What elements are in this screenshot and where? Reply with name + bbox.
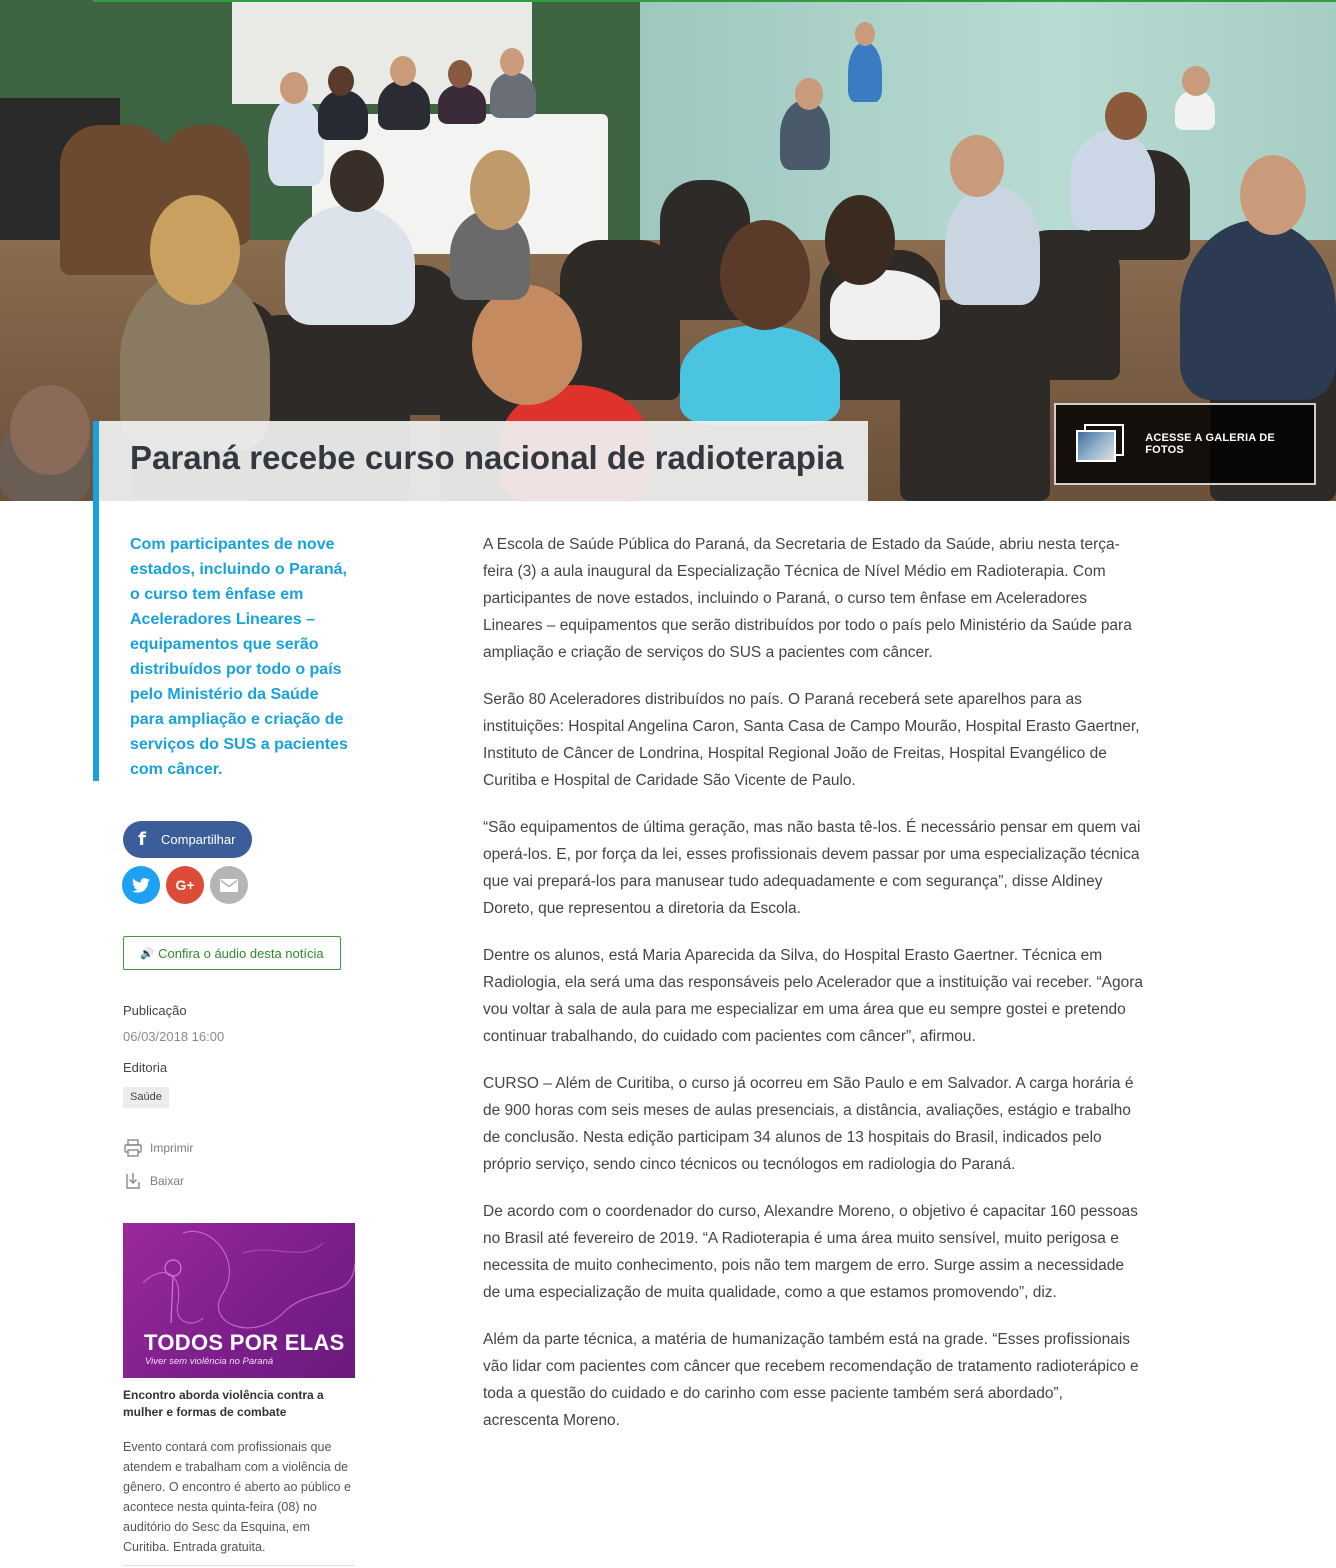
- promo-brand: TODOS POR ELAS: [144, 1330, 345, 1355]
- hero-head: [150, 195, 240, 305]
- hero-head: [470, 150, 530, 230]
- article-paragraph: De acordo com o coordenador do curso, Alexandre Moreno, o objetivo é capacitar 160 pessoas no Brasil até fevereiro de 2019. “A Radioterapia é uma área muito sensível, muito perigosa e necessita de muito conhecimento, pois não tem margem de erro. Surge assim a necessidade de uma especialização de muita qualidade, como a que estamos promovendo”, diz.: [483, 1203, 1138, 1301]
- hero-head: [472, 285, 582, 405]
- article-paragraph: A Escola de Saúde Pública do Paraná, da Secretaria de Estado da Saúde, abriu nesta terça-feira (3) a aula inaugural da Especialização Técnica de Nível Médio em Radioterapia. Com participantes de nove estados, incluindo o Paraná, o curso tem ênfase em Aceleradores Lineares – equipamentos que serão distribuídos por todo o país pelo Ministério da Saúde para ampliação e criação de serviços do SUS a pacientes com câncer.: [483, 536, 1132, 661]
- hero-person: [490, 72, 536, 118]
- hero-head: [795, 78, 823, 110]
- hero-person: [680, 325, 840, 425]
- hero-head: [1182, 66, 1210, 96]
- hero-person: [285, 205, 415, 325]
- hero-head: [390, 56, 416, 86]
- printer-icon: [123, 1138, 143, 1158]
- facebook-icon: f: [138, 829, 146, 850]
- audio-news-label: Confira o áudio desta notícia: [158, 945, 324, 961]
- hero-head: [825, 195, 895, 285]
- hero-photo: [0, 0, 1336, 501]
- photo-gallery-button[interactable]: [1054, 403, 1316, 485]
- email-share-button[interactable]: [210, 866, 248, 904]
- hero-head: [328, 66, 354, 96]
- article-lead: Com participantes de nove estados, incluindo o Paraná, o curso tem ênfase em Aceleradores Lineares – equipamentos que serão distribuídos por todo o país pelo Ministério da Saúde para ampliação e criação de serviços do SUS a pacientes com câncer.: [130, 536, 348, 778]
- hero-projection-screen: [232, 0, 532, 104]
- hero-head: [720, 220, 810, 330]
- facebook-share-button[interactable]: [123, 821, 252, 858]
- hero-head: [950, 135, 1004, 197]
- section-label: Editoria: [123, 1060, 168, 1075]
- hero-person: [378, 80, 430, 130]
- hero-head: [1105, 92, 1147, 140]
- promo-banner[interactable]: [123, 1223, 355, 1378]
- hero-person: [268, 96, 324, 186]
- publication-date: 06/03/2018 16:00: [123, 1029, 225, 1044]
- article-paragraph: CURSO – Além de Curitiba, o curso já ocorreu em São Paulo e em Salvador. A carga horária é de 900 horas com seis meses de aulas presenciais, a distância, avaliações, estágio e trabalho de conclusão. Nesta edição participam 34 alunos de 13 hospitais do Brasil, indicados pelo próprio serviço, sendo cinco técnicos ou tecnólogos em radiologia do Paraná.: [483, 1075, 1134, 1173]
- gallery-icon: [1076, 424, 1123, 464]
- hero-head: [855, 22, 875, 46]
- hero-head: [500, 48, 524, 76]
- promo-subtitle: Viver sem violência no Paraná: [145, 1356, 274, 1367]
- lead-accent-bar: [93, 501, 99, 781]
- hero-head: [330, 150, 384, 212]
- hero-top-accent: [93, 0, 1336, 2]
- twitter-share-button[interactable]: [122, 866, 160, 904]
- audio-news-button[interactable]: [123, 936, 341, 970]
- hero-person: [318, 90, 368, 140]
- promo-description: Evento contará com profissionais que atendem e trabalham com a violência de gênero. O encontro é aberto ao público e acontece nesta quinta-feira (08) no auditório do Sesc da Esquina, em Curitiba. Entrada gratuita.: [123, 1440, 351, 1554]
- hero-head: [280, 72, 308, 104]
- twitter-icon: [132, 878, 150, 893]
- article-paragraph: Dentre os alunos, está Maria Aparecida da Silva, do Hospital Erasto Gaertner. Técnica em Radiologia, ela será uma das responsáveis pelo Acelerador que a instituição vai receber. “Agora vou voltar à sala de aula para me especializar em uma área que eu sempre gostei e pretendo continuar trabalhando, do cuidado com pacientes com câncer”, afirmou.: [483, 947, 1143, 1045]
- page-title: Paraná recebe curso nacional de radioterapia: [130, 439, 844, 476]
- article-paragraph: Serão 80 Aceleradores distribuídos no país. O Paraná receberá sete aparelhos para as instituições: Hospital Angelina Caron, Santa Casa de Campo Mourão, Hospital Erasto Gaertner, Instituto de Câncer de Londrina, Hospital Regional João de Freitas, Hospital Evangélico de Curitiba e Hospital de Caridade São Vicente de Paulo.: [483, 691, 1140, 789]
- title-box: [93, 421, 868, 501]
- divider: [123, 1565, 355, 1566]
- hero-person: [1175, 90, 1215, 130]
- hero-head: [448, 60, 472, 88]
- download-button[interactable]: [123, 1171, 184, 1191]
- facebook-share-label: Compartilhar: [161, 832, 236, 847]
- email-icon: [220, 879, 238, 892]
- photo-gallery-label: ACESSE A GALERIA DE FOTOS: [1145, 432, 1275, 456]
- hero-person: [1070, 130, 1155, 230]
- hero-person: [438, 84, 486, 124]
- section-tag[interactable]: Saúde: [123, 1087, 169, 1108]
- article-paragraph: Além da parte técnica, a matéria de humanização também está na grade. “Esses profissionais vão lidar com pacientes com câncer que recebem recomendação de tratamento radioterápico e toda a questão do cuidado e do carinho com esse paciente também será abordado”, acrescenta Moreno.: [483, 1331, 1139, 1429]
- print-button[interactable]: [123, 1138, 193, 1158]
- speaker-icon: 🔊: [140, 946, 155, 960]
- hero-person: [848, 42, 882, 102]
- hero-person: [780, 100, 830, 170]
- hero-person: [945, 185, 1040, 305]
- gplus-icon: G+: [175, 877, 195, 893]
- hero-head: [1240, 155, 1306, 235]
- publication-label: Publicação: [123, 1003, 187, 1018]
- article-body: [483, 531, 1143, 1454]
- hero-head: [10, 385, 90, 475]
- download-icon: [123, 1171, 143, 1191]
- print-label: Imprimir: [150, 1141, 194, 1155]
- article-paragraph: “São equipamentos de última geração, mas não basta tê-los. É necessário pensar em quem vai operá-los. E, por força da lei, esses profissionais devem passar por uma especialização técnica que vai prepará-los para manusear tudo adequadamente e com segurança”, disse Aldiney Doreto, que representou a diretoria da Escola.: [483, 819, 1141, 917]
- gplus-share-button[interactable]: [166, 866, 204, 904]
- promo-title-link[interactable]: Encontro aborda violência contra a mulher e formas de combate: [123, 1388, 324, 1419]
- download-label: Baixar: [150, 1174, 185, 1188]
- hero-person: [1180, 220, 1336, 400]
